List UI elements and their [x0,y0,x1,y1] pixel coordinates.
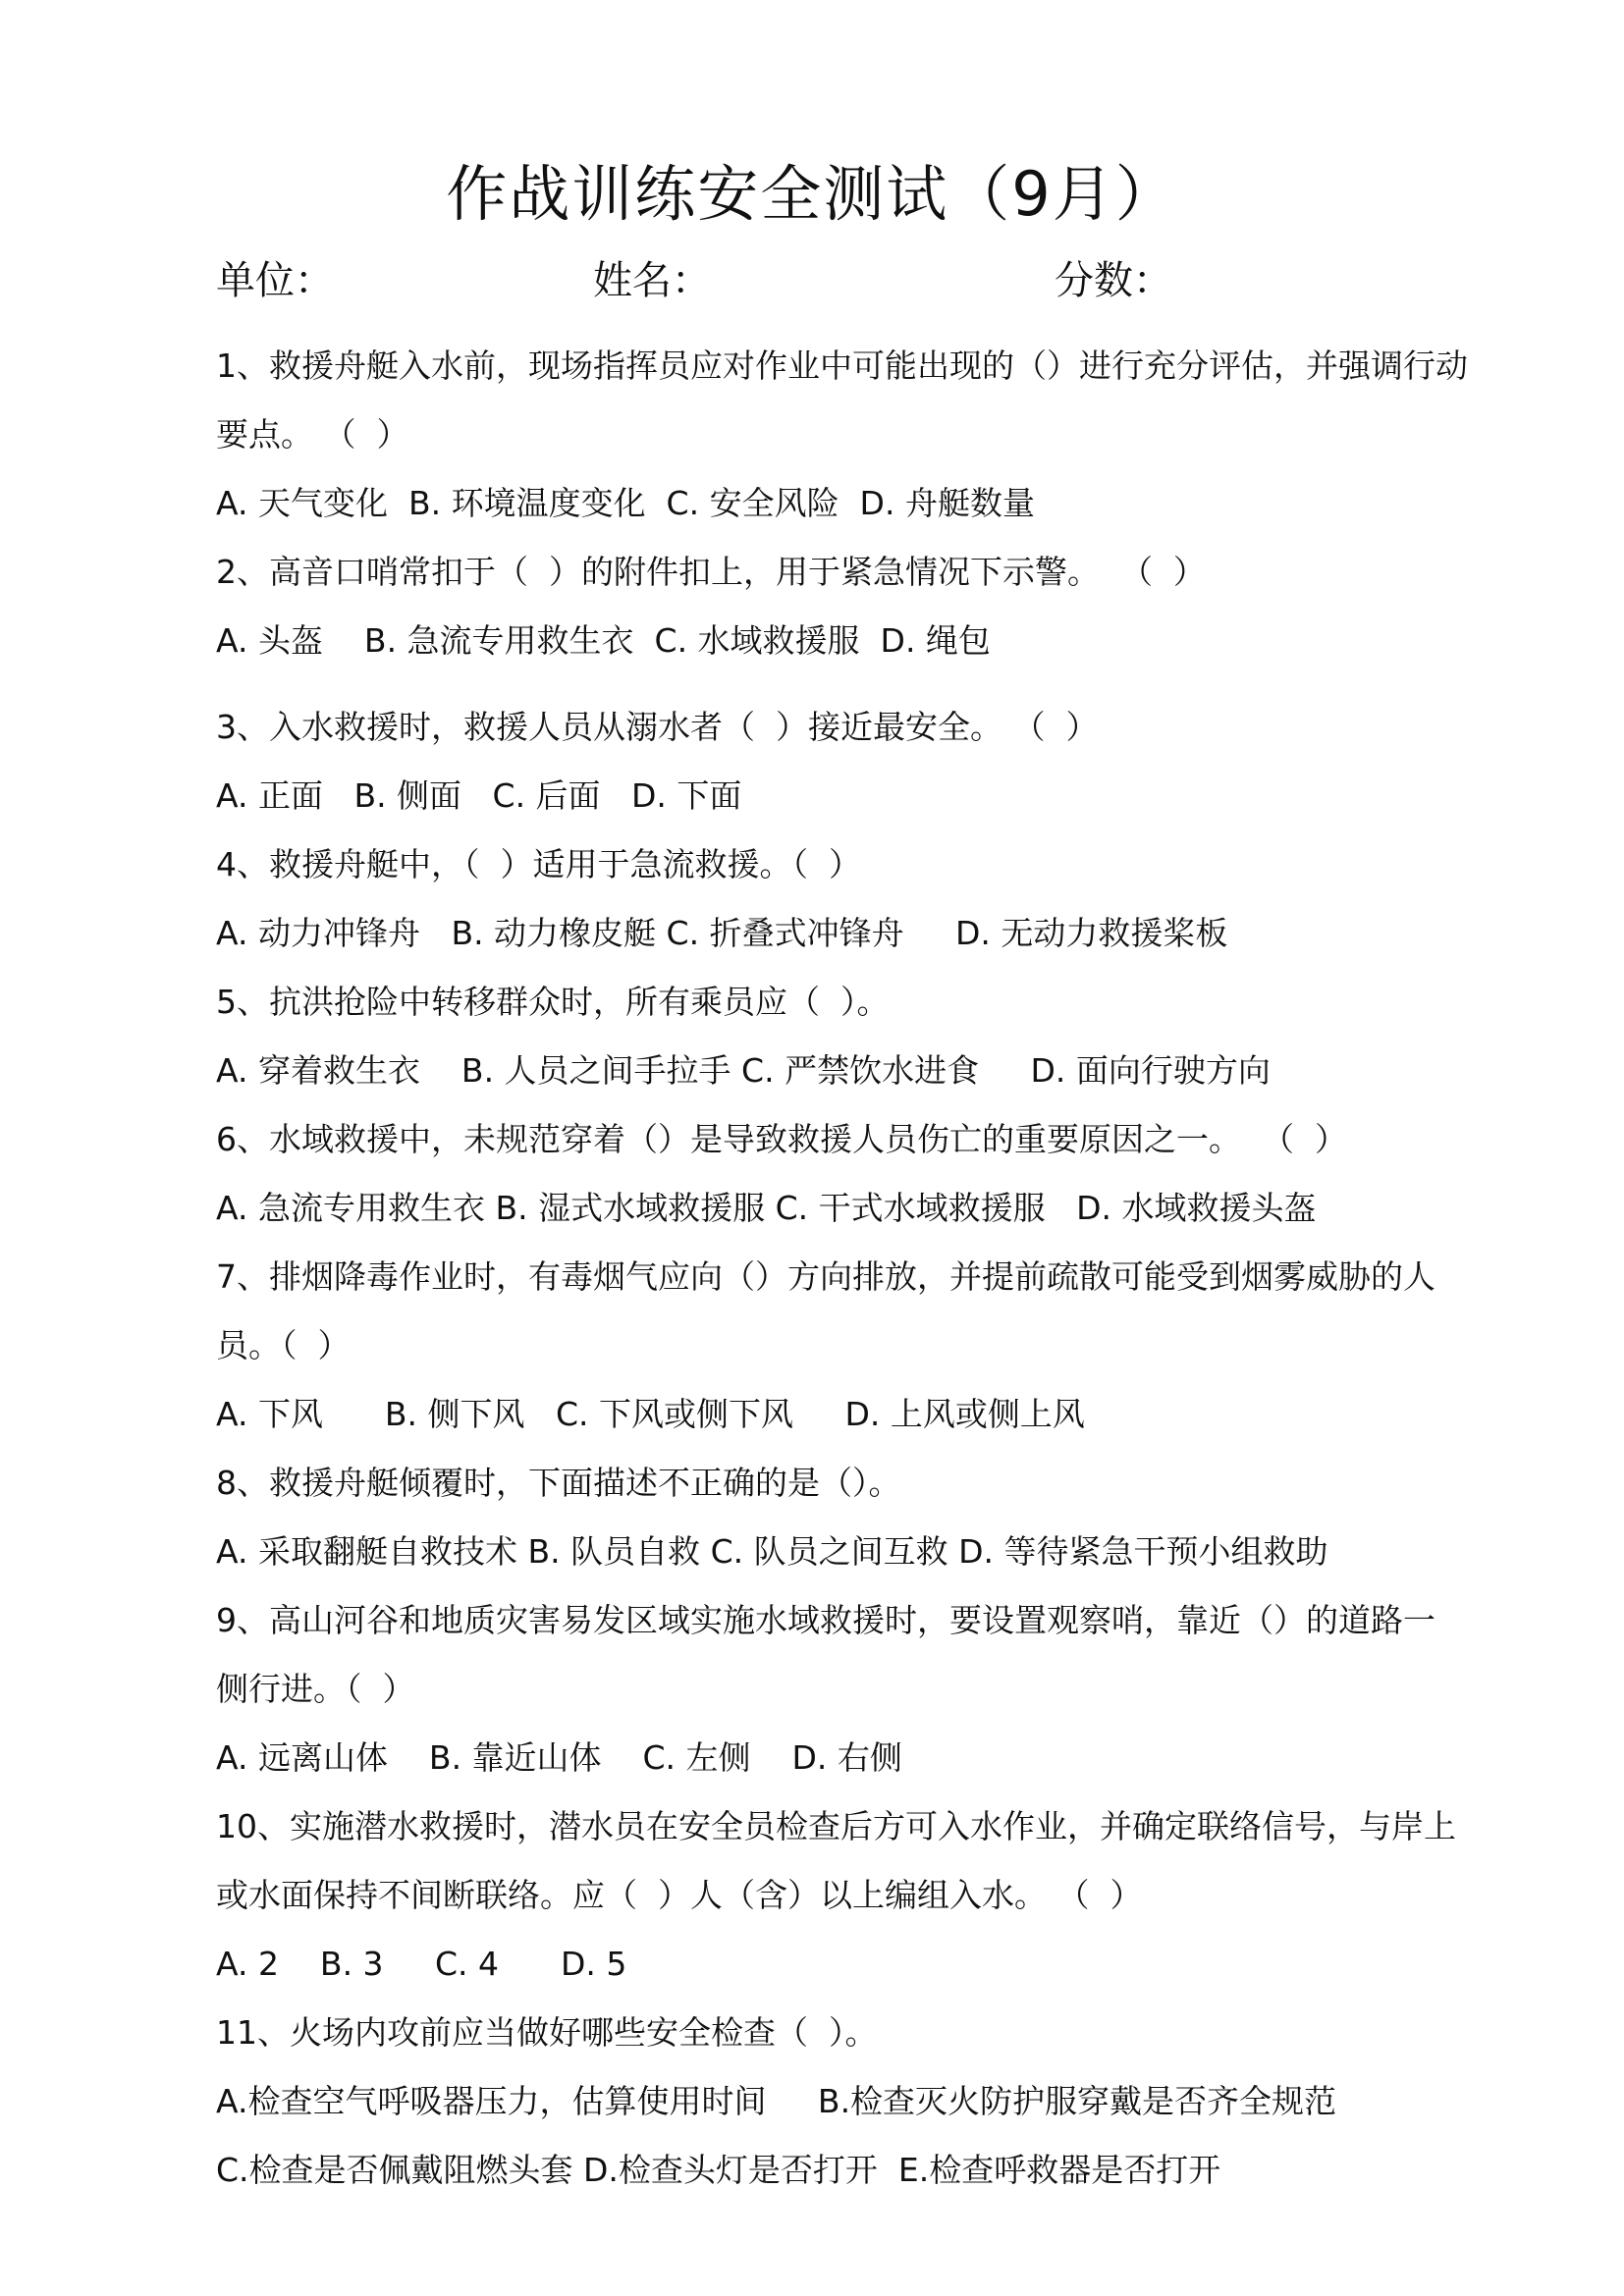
question-7-line-1: 7、排烟降毒作业时，有毒烟气应向（）方向排放，并提前疏散可能受到烟雾威胁的人 [216,1257,1435,1296]
question-9-line-2: 侧行进。（ ） [216,1670,415,1708]
header-info-row [216,251,1453,310]
question-4: 4、救援舟艇中，（ ）适用于急流救援。（ ） [216,845,861,883]
question-8-options: A. 采取翻艇自救技术 B. 队员自救 C. 队员之间互救 D. 等待紧急干预小组救助 [216,1532,1328,1571]
name-label: 姓名： [593,258,711,303]
question-5: 5、抗洪抢险中转移群众时，所有乘员应（ ）。 [216,983,890,1021]
question-11: 11、火场内攻前应当做好哪些安全检查（ ）。 [216,2013,878,2052]
question-3-options: A. 正面 B. 侧面 C. 后面 D. 下面 [216,776,742,815]
question-1-options: A. 天气变化 B. 环境温度变化 C. 安全风险 D. 舟艇数量 [216,484,1035,522]
question-10-line-2: 或水面保持不间断联络。应（ ）人（含）以上编组入水。 （ ） [216,1876,1143,1914]
score-label: 分数： [1055,258,1172,303]
question-9-line-1: 9、高山河谷和地质灾害易发区域实施水域救援时，要设置观察哨，靠近（）的道路一 [216,1601,1435,1639]
question-10-line-1: 10、实施潜水救援时，潜水员在安全员检查后方可入水作业，并确定联络信号，与岸上 [216,1807,1456,1845]
question-11-options-line-1: A.检查空气呼吸器压力，估算使用时间 B.检查灭火防护服穿戴是否齐全规范 [216,2082,1337,2120]
question-7-options: A. 下风 B. 侧下风 C. 下风或侧下风 D. 上风或侧上风 [216,1395,1085,1433]
question-9-options: A. 远离山体 B. 靠近山体 C. 左侧 D. 右侧 [216,1738,902,1777]
question-1-line-1: 1、救援舟艇入水前，现场指挥员应对作业中可能出现的（）进行充分评估，并强调行动 [216,347,1468,385]
question-2: 2、高音口哨常扣于（ ）的附件扣上，用于紧急情况下示警。 （ ） [216,553,1206,591]
question-2-options: A. 头盔 B. 急流专用救生衣 C. 水域救援服 D. 绳包 [216,621,991,660]
question-6-options: A. 急流专用救生衣 B. 湿式水域救援服 C. 干式水域救援服 D. 水域救援头盔 [216,1189,1317,1227]
question-11-options-line-2: C.检查是否佩戴阻燃头套 D.检查头灯是否打开 E.检查呼救器是否打开 [216,2151,1221,2189]
question-8: 8、救援舟艇倾覆时，下面描述不正确的是（）。 [216,1464,901,1502]
question-7-line-2: 员。（ ） [216,1326,351,1364]
question-1-line-2: 要点。 （ ） [216,415,409,454]
question-10-options: A. 2 B. 3 C. 4 D. 5 [216,1945,627,1983]
question-3: 3、入水救援时，救援人员从溺水者（ ）接近最安全。 （ ） [216,708,1099,746]
unit-label: 单位： [216,258,334,303]
question-5-options: A. 穿着救生衣 B. 人员之间手拉手 C. 严禁饮水进食 D. 面向行驶方向 [216,1051,1271,1090]
document-title: 作战训练安全测试（9月） [446,158,1178,230]
question-6: 6、水域救援中，未规范穿着（）是导致救援人员伤亡的重要原因之一。 （ ） [216,1120,1347,1158]
question-4-options: A. 动力冲锋舟 B. 动力橡皮艇 C. 折叠式冲锋舟 D. 无动力救援桨板 [216,914,1228,952]
